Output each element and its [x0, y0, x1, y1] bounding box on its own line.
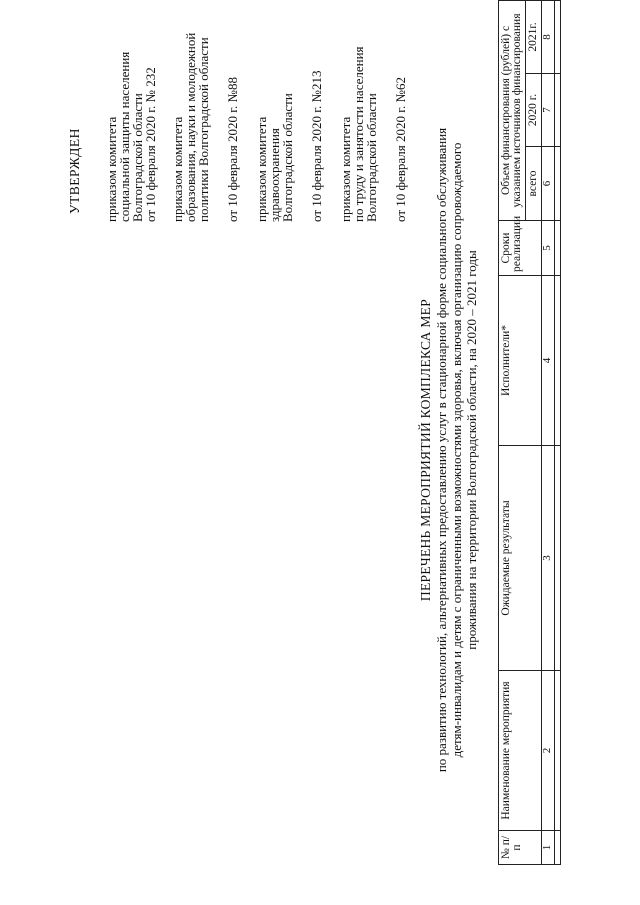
column-number: 1: [542, 831, 555, 865]
header-num: № п/п: [499, 831, 542, 865]
approval-line: политики Волгоградской области: [196, 37, 211, 222]
approval-block-labor: [339, 12, 378, 222]
column-number: 6: [542, 147, 555, 221]
approval-stamp: [68, 12, 421, 222]
approval-heading: УТВЕРЖДЕН: [67, 128, 82, 214]
approval-date-labor: [394, 12, 407, 222]
approval-line: социальной защиты населения: [117, 51, 132, 222]
column-number: 5: [542, 221, 555, 276]
approval-line: от 10 февраля 2020 г. №62: [393, 77, 408, 222]
measures-table: [498, 0, 561, 865]
approval-line: приказом комитета: [254, 116, 269, 222]
header-funding: Объем финансирования (рублей) с указанием источников финансирования: [499, 0, 526, 220]
approval-line: по труду и занятости населения: [351, 46, 366, 222]
table-cell: [555, 147, 561, 221]
approval-block-education: [171, 12, 210, 222]
title-line: по развитию технологий, альтернативных предоставлению услуг в стационарной форме социального обслуживания: [434, 127, 449, 773]
approval-line: от 10 февраля 2020 г. № 232: [143, 67, 158, 222]
title-main: ПЕРЕЧЕНЬ МЕРОПРИЯТИЙ КОМПЛЕКСА МЕР: [418, 298, 433, 602]
header-2021: 2021г.: [526, 0, 542, 73]
approval-date-education: [226, 12, 239, 222]
approval-block-social: [105, 12, 157, 222]
approval-line: от 10 февраля 2020 г. №213: [309, 70, 324, 222]
table-cell: [555, 446, 561, 671]
document-title: [418, 35, 479, 865]
header-results: Ожидаемые результаты: [499, 446, 542, 671]
approval-date-health: [310, 12, 323, 222]
column-number: 2: [542, 671, 555, 831]
table-cell: [555, 74, 561, 147]
table-header-row: [499, 0, 526, 864]
header-2020: 2020 г.: [526, 74, 542, 147]
header-total: всего: [526, 147, 542, 221]
column-number: 4: [542, 276, 555, 446]
approval-line: образования, науки и молодежной: [183, 32, 198, 222]
column-number: 3: [542, 446, 555, 671]
approval-line: Волгоградской области: [280, 93, 295, 222]
table-cell: [555, 276, 561, 446]
table-empty-row: [555, 0, 561, 864]
header-terms: Сроки реализации: [499, 221, 542, 276]
header-executors: Исполнители*: [499, 276, 542, 446]
table-numbering-row: [542, 0, 555, 864]
table-cell: [555, 671, 561, 831]
approval-line: приказом комитета: [104, 116, 119, 222]
table-cell: [555, 221, 561, 276]
approval-line: приказом комитета: [170, 116, 185, 222]
column-number: 7: [542, 74, 555, 147]
table-cell: [555, 0, 561, 73]
title-line: детям-инвалидам и детям с ограниченными возможностями здоровья, включая организацию сопровождаемого: [449, 142, 464, 758]
approval-block-health: [255, 12, 294, 222]
approval-line: от 10 февраля 2020 г. №88: [225, 77, 240, 222]
column-number: 8: [542, 0, 555, 73]
approval-line: приказом комитета: [338, 116, 353, 222]
table-cell: [555, 831, 561, 865]
title-line: проживания на территории Волгоградской области, на 2020 – 2021 годы: [464, 250, 479, 650]
approval-line: здравоохранения: [267, 128, 282, 222]
approval-line: Волгоградской области: [364, 93, 379, 222]
approval-line: Волгоградской области: [130, 93, 145, 222]
header-name: Наименование мероприятия: [499, 671, 542, 831]
